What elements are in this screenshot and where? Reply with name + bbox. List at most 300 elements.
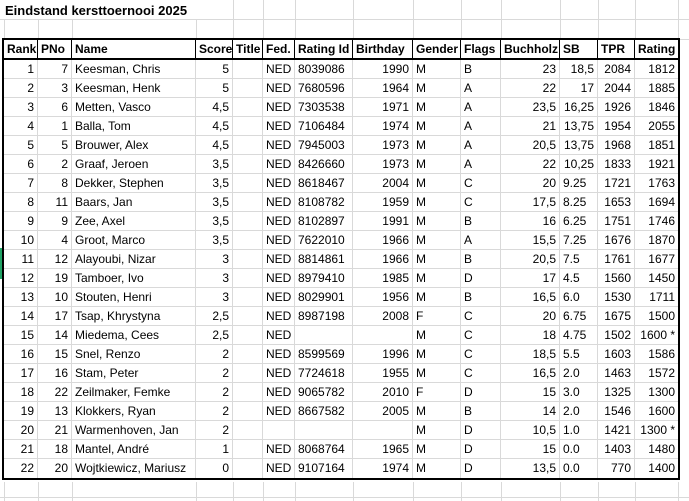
cell[interactable]: NED: [263, 326, 295, 345]
cell[interactable]: Dekker, Stephen: [72, 174, 196, 193]
cell[interactable]: 1926: [598, 98, 635, 117]
cell[interactable]: Groot, Marco: [72, 231, 196, 250]
cell[interactable]: 17: [501, 269, 560, 288]
cell[interactable]: NED: [263, 155, 295, 174]
cell[interactable]: 4: [4, 117, 38, 136]
cell[interactable]: 8029901: [295, 288, 353, 307]
cell[interactable]: 8987198: [295, 307, 353, 326]
cell[interactable]: NED: [263, 288, 295, 307]
cell[interactable]: [233, 345, 263, 364]
cell[interactable]: NED: [263, 269, 295, 288]
cell[interactable]: 5: [4, 136, 38, 155]
cell[interactable]: 7.25: [560, 231, 598, 250]
cell[interactable]: 1746: [635, 212, 678, 231]
cell[interactable]: M: [413, 459, 461, 478]
cell[interactable]: 8068764: [295, 440, 353, 459]
cell[interactable]: 1990: [353, 60, 413, 79]
cell[interactable]: 0.0: [560, 459, 598, 478]
cell[interactable]: 13,75: [560, 117, 598, 136]
cell[interactable]: 6: [4, 155, 38, 174]
cell[interactable]: 1846: [635, 98, 678, 117]
cell[interactable]: 2: [196, 383, 233, 402]
cell[interactable]: 2,5: [196, 326, 233, 345]
cell[interactable]: 6.25: [560, 212, 598, 231]
cell[interactable]: 1400: [648, 461, 675, 475]
cell[interactable]: Stam, Peter: [72, 364, 196, 383]
cell[interactable]: 6.75: [560, 307, 598, 326]
cell[interactable]: NED: [263, 459, 295, 478]
column-header-rating-id[interactable]: Rating Id: [295, 40, 353, 60]
cell[interactable]: 13: [38, 402, 72, 421]
cell[interactable]: C: [461, 326, 501, 345]
cell[interactable]: M: [413, 440, 461, 459]
cell[interactable]: 20: [4, 421, 38, 440]
cell[interactable]: 16,25: [560, 98, 598, 117]
cell[interactable]: M: [413, 98, 461, 117]
cell[interactable]: NED: [263, 60, 295, 79]
cell[interactable]: M: [413, 250, 461, 269]
cell[interactable]: 1676: [598, 231, 635, 250]
cell[interactable]: 8: [4, 193, 38, 212]
cell[interactable]: NED: [263, 364, 295, 383]
cell[interactable]: 2,5: [196, 307, 233, 326]
cell[interactable]: 14: [38, 326, 72, 345]
cell[interactable]: [233, 155, 263, 174]
cell[interactable]: 1653: [598, 193, 635, 212]
cell[interactable]: 1763: [635, 174, 678, 193]
cell[interactable]: Brouwer, Alex: [72, 136, 196, 155]
cell[interactable]: 1851: [635, 136, 678, 155]
cell[interactable]: NED: [263, 136, 295, 155]
cell[interactable]: A: [461, 136, 501, 155]
cell[interactable]: 1500: [635, 307, 678, 326]
cell[interactable]: NED: [263, 402, 295, 421]
cell[interactable]: 16: [38, 364, 72, 383]
cell[interactable]: Tamboer, Ivo: [72, 269, 196, 288]
cell[interactable]: 2004: [353, 174, 413, 193]
column-header-pno[interactable]: PNo: [38, 40, 72, 60]
cell[interactable]: [233, 60, 263, 79]
cell[interactable]: 8039086: [295, 60, 353, 79]
cell[interactable]: 1966: [353, 250, 413, 269]
cell[interactable]: [233, 364, 263, 383]
cell[interactable]: 1971: [353, 98, 413, 117]
cell[interactable]: 3: [196, 250, 233, 269]
cell[interactable]: 6.0: [560, 288, 598, 307]
column-header-tpr[interactable]: TPR: [598, 40, 635, 60]
cell[interactable]: 9.25: [560, 174, 598, 193]
cell[interactable]: 8426660: [295, 155, 353, 174]
cell[interactable]: 1560: [598, 269, 635, 288]
cell[interactable]: NED: [263, 98, 295, 117]
column-header-birthday[interactable]: Birthday: [353, 40, 413, 60]
cell[interactable]: [233, 307, 263, 326]
cell[interactable]: M: [413, 402, 461, 421]
cell[interactable]: 1600: [635, 402, 678, 421]
cell[interactable]: 1.0: [560, 421, 598, 440]
cell[interactable]: 3.0: [560, 383, 598, 402]
cell[interactable]: 18: [501, 326, 560, 345]
cell[interactable]: 2: [4, 79, 38, 98]
cell[interactable]: [233, 269, 263, 288]
cell[interactable]: 8599569: [295, 345, 353, 364]
cell[interactable]: 13,5: [501, 459, 560, 478]
cell[interactable]: 2: [196, 364, 233, 383]
column-header-gender[interactable]: Gender: [413, 40, 461, 60]
cell[interactable]: Zeilmaker, Femke: [72, 383, 196, 402]
cell[interactable]: 1421: [598, 421, 635, 440]
cell[interactable]: M: [413, 326, 461, 345]
cell[interactable]: 3,5: [196, 231, 233, 250]
cell[interactable]: 22: [4, 459, 38, 478]
cell[interactable]: B: [461, 212, 501, 231]
cell[interactable]: 5: [38, 136, 72, 155]
cell[interactable]: 10,5: [501, 421, 560, 440]
cell[interactable]: Balla, Tom: [72, 117, 196, 136]
cell[interactable]: 14: [4, 307, 38, 326]
cell[interactable]: 5.5: [560, 345, 598, 364]
cell[interactable]: 1694: [635, 193, 678, 212]
cell[interactable]: [233, 117, 263, 136]
cell[interactable]: 13,75: [560, 136, 598, 155]
cell[interactable]: Klokkers, Ryan: [72, 402, 196, 421]
cell[interactable]: D: [461, 459, 501, 478]
cell[interactable]: 23,5: [501, 98, 560, 117]
cell[interactable]: [295, 421, 353, 440]
cell[interactable]: 15: [4, 326, 38, 345]
cell[interactable]: 2.0: [560, 364, 598, 383]
cell[interactable]: 23: [501, 60, 560, 79]
cell[interactable]: 20: [501, 174, 560, 193]
cell[interactable]: 1480: [635, 440, 678, 459]
column-header-rating[interactable]: Rating: [635, 40, 678, 60]
cell[interactable]: 1502: [598, 326, 635, 345]
cell[interactable]: 18,5: [501, 345, 560, 364]
cell[interactable]: M: [413, 174, 461, 193]
cell[interactable]: 1530: [598, 288, 635, 307]
cell[interactable]: 1870: [635, 231, 678, 250]
cell[interactable]: 15: [501, 383, 560, 402]
cell[interactable]: 1600 *: [635, 326, 678, 345]
cell[interactable]: 1: [4, 60, 38, 79]
cell[interactable]: NED: [263, 383, 295, 402]
cell[interactable]: 1751: [598, 212, 635, 231]
cell[interactable]: 0.0: [560, 440, 598, 459]
cell[interactable]: 21: [501, 117, 560, 136]
cell[interactable]: Mantel, André: [72, 440, 196, 459]
cell[interactable]: 1677: [635, 250, 678, 269]
cell[interactable]: [263, 421, 295, 440]
cell[interactable]: 20,5: [501, 250, 560, 269]
cell[interactable]: B: [461, 288, 501, 307]
cell[interactable]: 10: [38, 288, 72, 307]
cell[interactable]: [233, 402, 263, 421]
cell[interactable]: 770: [598, 459, 635, 478]
cell[interactable]: 8.25: [560, 193, 598, 212]
cell[interactable]: 21: [38, 421, 72, 440]
cell[interactable]: M: [413, 117, 461, 136]
cell[interactable]: Snel, Renzo: [72, 345, 196, 364]
cell[interactable]: 1300 *: [635, 421, 678, 440]
cell[interactable]: [233, 288, 263, 307]
cell[interactable]: C: [461, 364, 501, 383]
cell[interactable]: A: [461, 79, 501, 98]
cell[interactable]: C: [461, 193, 501, 212]
cell[interactable]: [233, 136, 263, 155]
cell[interactable]: 1973: [353, 155, 413, 174]
cell[interactable]: [295, 326, 353, 345]
cell[interactable]: 3: [196, 288, 233, 307]
column-header-name[interactable]: Name: [72, 40, 196, 60]
cell[interactable]: D: [461, 440, 501, 459]
cell[interactable]: 4.5: [560, 269, 598, 288]
cell[interactable]: 2084: [598, 60, 635, 79]
cell[interactable]: Metten, Vasco: [72, 98, 196, 117]
cell[interactable]: [233, 98, 263, 117]
cell[interactable]: 16: [4, 345, 38, 364]
cell[interactable]: M: [413, 288, 461, 307]
cell[interactable]: 2044: [598, 79, 635, 98]
cell[interactable]: 7622010: [295, 231, 353, 250]
cell[interactable]: NED: [263, 250, 295, 269]
cell[interactable]: B: [461, 250, 501, 269]
cell[interactable]: A: [461, 98, 501, 117]
cell[interactable]: [233, 250, 263, 269]
cell[interactable]: 1964: [353, 79, 413, 98]
cell[interactable]: 1603: [598, 345, 635, 364]
cell[interactable]: 11: [4, 250, 38, 269]
cell[interactable]: 1996: [353, 345, 413, 364]
cell[interactable]: B: [461, 60, 501, 79]
cell[interactable]: 15: [501, 440, 560, 459]
cell[interactable]: Stouten, Henri: [72, 288, 196, 307]
cell[interactable]: NED: [263, 307, 295, 326]
cell[interactable]: 8102897: [295, 212, 353, 231]
cell[interactable]: 0: [196, 459, 233, 478]
cell[interactable]: 1586: [635, 345, 678, 364]
cell[interactable]: [233, 421, 263, 440]
cell[interactable]: 5: [196, 60, 233, 79]
cell[interactable]: 1325: [598, 383, 635, 402]
cell[interactable]: NED: [263, 117, 295, 136]
sheet-title-cell[interactable]: Eindstand kersttoernooi 2025: [5, 3, 188, 18]
cell[interactable]: Baars, Jan: [72, 193, 196, 212]
cell[interactable]: 14: [501, 402, 560, 421]
cell[interactable]: 17: [38, 307, 72, 326]
cell[interactable]: 2010: [353, 383, 413, 402]
cell[interactable]: 1711: [635, 288, 678, 307]
cell[interactable]: 13: [4, 288, 38, 307]
cell[interactable]: 1833: [598, 155, 635, 174]
cell[interactable]: 20,5: [501, 136, 560, 155]
cell[interactable]: M: [413, 193, 461, 212]
cell[interactable]: F: [413, 383, 461, 402]
cell[interactable]: M: [413, 364, 461, 383]
cell[interactable]: M: [413, 231, 461, 250]
cell[interactable]: 7303538: [295, 98, 353, 117]
cell[interactable]: Keesman, Chris: [72, 60, 196, 79]
cell[interactable]: D: [461, 383, 501, 402]
cell[interactable]: 1973: [353, 136, 413, 155]
cell[interactable]: 1968: [598, 136, 635, 155]
cell[interactable]: 1: [38, 117, 72, 136]
cell[interactable]: 7724618: [295, 364, 353, 383]
cell[interactable]: 1974: [353, 459, 413, 478]
cell[interactable]: 16,5: [501, 288, 560, 307]
column-header-buchholz[interactable]: Buchholz: [501, 40, 560, 60]
cell[interactable]: 7: [38, 60, 72, 79]
cell[interactable]: M: [413, 155, 461, 174]
cell[interactable]: 3: [38, 79, 72, 98]
cell[interactable]: 8814861: [295, 250, 353, 269]
column-header-score[interactable]: Score: [196, 40, 233, 60]
cell[interactable]: 3,5: [196, 212, 233, 231]
cell[interactable]: A: [461, 117, 501, 136]
cell[interactable]: 1: [196, 440, 233, 459]
cell[interactable]: 1965: [353, 440, 413, 459]
column-header-flags[interactable]: Flags: [461, 40, 501, 60]
cell[interactable]: NED: [263, 193, 295, 212]
cell[interactable]: F: [413, 307, 461, 326]
cell[interactable]: 15: [38, 345, 72, 364]
cell[interactable]: 22: [38, 383, 72, 402]
column-header-fed[interactable]: Fed.: [263, 40, 295, 60]
cell[interactable]: 4,5: [196, 136, 233, 155]
cell[interactable]: 2008: [353, 307, 413, 326]
cell[interactable]: Wojtkiewicz, Mariusz: [72, 459, 196, 478]
cell[interactable]: 1985: [353, 269, 413, 288]
cell[interactable]: 8108782: [295, 193, 353, 212]
cell[interactable]: 10: [4, 231, 38, 250]
cell[interactable]: 4: [38, 231, 72, 250]
cell[interactable]: 9: [4, 212, 38, 231]
cell[interactable]: 3: [4, 98, 38, 117]
cell[interactable]: 20: [38, 459, 72, 478]
cell[interactable]: 1675: [598, 307, 635, 326]
cell[interactable]: 1955: [353, 364, 413, 383]
cell[interactable]: [233, 79, 263, 98]
cell[interactable]: 1885: [635, 79, 678, 98]
cell[interactable]: [233, 383, 263, 402]
cell[interactable]: 1974: [353, 117, 413, 136]
cell[interactable]: A: [461, 155, 501, 174]
cell[interactable]: 10,25: [560, 155, 598, 174]
cell[interactable]: 22: [501, 155, 560, 174]
cell[interactable]: D: [461, 421, 501, 440]
cell[interactable]: 1921: [635, 155, 678, 174]
cell[interactable]: 1991: [353, 212, 413, 231]
cell[interactable]: C: [461, 307, 501, 326]
cell[interactable]: Zee, Axel: [72, 212, 196, 231]
cell[interactable]: 4.75: [560, 326, 598, 345]
cell[interactable]: M: [413, 136, 461, 155]
cell[interactable]: M: [413, 345, 461, 364]
cell[interactable]: A: [461, 231, 501, 250]
cell[interactable]: [233, 174, 263, 193]
cell[interactable]: NED: [263, 345, 295, 364]
cell[interactable]: C: [461, 174, 501, 193]
cell[interactable]: 2.0: [560, 402, 598, 421]
cell[interactable]: 5: [196, 79, 233, 98]
cell[interactable]: 8: [38, 174, 72, 193]
cell[interactable]: 6: [38, 98, 72, 117]
cell[interactable]: 20: [501, 307, 560, 326]
cell[interactable]: 9107164: [295, 459, 353, 478]
cell[interactable]: 1403: [598, 440, 635, 459]
cell[interactable]: C: [461, 345, 501, 364]
column-header-sb[interactable]: SB: [560, 40, 598, 60]
cell[interactable]: 3,5: [196, 174, 233, 193]
cell[interactable]: 2: [196, 421, 233, 440]
cell[interactable]: [233, 326, 263, 345]
cell[interactable]: 3,5: [196, 155, 233, 174]
cell[interactable]: [233, 212, 263, 231]
cell[interactable]: Miedema, Cees: [72, 326, 196, 345]
cell[interactable]: 12: [4, 269, 38, 288]
cell[interactable]: 18: [38, 440, 72, 459]
cell[interactable]: 2055: [635, 117, 678, 136]
cell[interactable]: 9: [38, 212, 72, 231]
cell[interactable]: 3: [196, 269, 233, 288]
cell[interactable]: 1572: [635, 364, 678, 383]
cell[interactable]: NED: [263, 231, 295, 250]
cell[interactable]: 17,5: [501, 193, 560, 212]
cell[interactable]: 7.5: [560, 250, 598, 269]
cell[interactable]: 1463: [598, 364, 635, 383]
cell[interactable]: 1761: [598, 250, 635, 269]
cell[interactable]: Graaf, Jeroen: [72, 155, 196, 174]
cell[interactable]: 2: [38, 155, 72, 174]
cell[interactable]: 16,5: [501, 364, 560, 383]
cell[interactable]: Alayoubi, Nizar: [72, 250, 196, 269]
cell[interactable]: 7680596: [295, 79, 353, 98]
cell[interactable]: Warmenhoven, Jan: [72, 421, 196, 440]
cell[interactable]: [233, 231, 263, 250]
cell[interactable]: 1721: [598, 174, 635, 193]
cell[interactable]: M: [413, 60, 461, 79]
cell[interactable]: [233, 459, 263, 478]
cell[interactable]: 1966: [353, 231, 413, 250]
cell[interactable]: 4,5: [196, 98, 233, 117]
cell[interactable]: 19: [4, 402, 38, 421]
cell[interactable]: B: [461, 402, 501, 421]
cell[interactable]: 15,5: [501, 231, 560, 250]
cell[interactable]: 9065782: [295, 383, 353, 402]
cell[interactable]: 19: [38, 269, 72, 288]
cell[interactable]: 16: [501, 212, 560, 231]
cell[interactable]: 8667582: [295, 402, 353, 421]
cell[interactable]: 12: [38, 250, 72, 269]
cell[interactable]: Keesman, Henk: [72, 79, 196, 98]
cell[interactable]: NED: [263, 212, 295, 231]
cell[interactable]: 7106484: [295, 117, 353, 136]
cell[interactable]: 17: [4, 364, 38, 383]
cell[interactable]: 18,5: [560, 60, 598, 79]
cell[interactable]: 2: [196, 345, 233, 364]
cell[interactable]: 1450: [635, 269, 678, 288]
cell[interactable]: Tsap, Khrystyna: [72, 307, 196, 326]
cell[interactable]: 2005: [353, 402, 413, 421]
cell[interactable]: 18: [4, 383, 38, 402]
cell[interactable]: [353, 421, 413, 440]
cell[interactable]: M: [413, 212, 461, 231]
cell[interactable]: NED: [263, 79, 295, 98]
cell[interactable]: [233, 440, 263, 459]
column-header-title[interactable]: Title: [233, 40, 263, 60]
cell[interactable]: 1959: [353, 193, 413, 212]
cell[interactable]: 1300: [635, 383, 678, 402]
cell[interactable]: M: [413, 421, 461, 440]
